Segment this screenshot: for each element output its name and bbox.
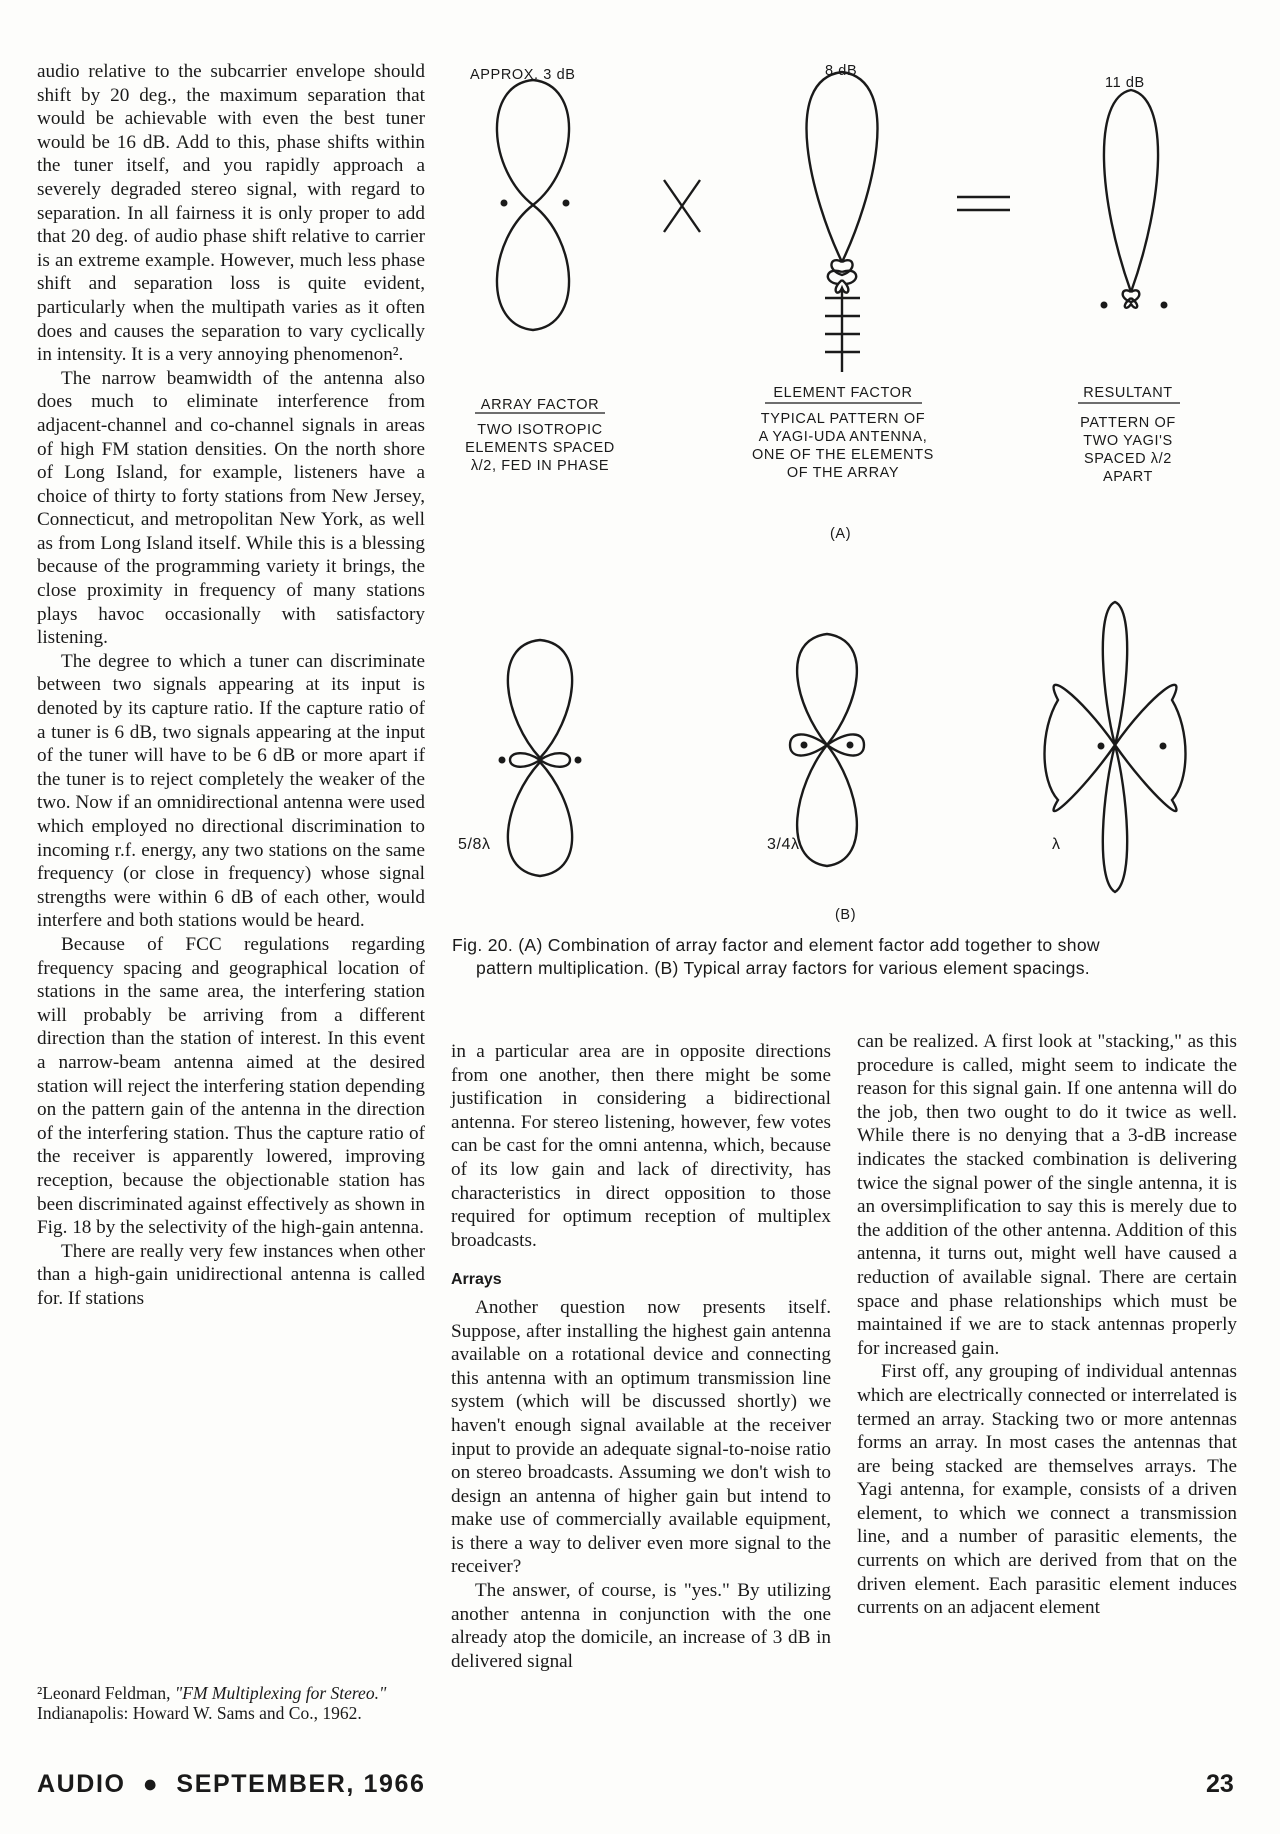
page-number: 23 xyxy=(1206,1770,1234,1798)
resultant-title: RESULTANT xyxy=(1083,385,1173,401)
array-factor-3-4-lambda xyxy=(790,634,864,866)
gain-label-resultant: 11 dB xyxy=(1105,75,1145,91)
multiply-icon xyxy=(664,180,700,232)
paragraph: can be realized. A first look at "stacking," as this procedure is called, might seem to indicate the reason for this signal gain. If one antenna will do the job, then two ought to do it twice as well. While there is no denying that a 3-dB increase indicates the stacked combination is delivering twice the signal power of the single antenna, it is an oversimplification to say this is merely due to the addition of the other antenna. Addition of this antenna, it turns out, might well have caused a reduction of available signal. There are certain space and phase relationships which must be maintained if we are to stack antennas properly for increased gain. xyxy=(857,1031,1237,1359)
array-factor-pattern xyxy=(497,80,570,330)
element-factor-title: ELEMENT FACTOR xyxy=(773,385,913,401)
footer-publication: AUDIO ● SEPTEMBER, 1966 xyxy=(37,1770,426,1798)
array-factor-desc: TWO ISOTROPIC ELEMENTS SPACED λ/2, FED IN PHASE xyxy=(465,422,615,474)
paragraph: First off, any grouping of individual antennas which are electrically connected or interrelated is termed an array. Stacking two or more antennas forms an array. In most cases the antennas that are being stacked are themselves arrays. The Yagi antenna, for example, consists of a driven element, to which we connect a transmission line, and a number of parasitic elements, the currents on which are derived from that on the driven element. Each parasitic element induces currents on an adjacent element xyxy=(857,1361,1237,1619)
paragraph: There are really very few instances when other than a high-gain unidirectional antenna is called for. If stations xyxy=(37,1240,425,1309)
paragraph: The degree to which a tuner can discriminate between two signals appearing at its input is denoted by its capture ratio. If the capture ratio of a tuner is 6 dB, two signals appearing at the input of the tuner will have to be 6 dB or more apart if the tuner is to reject completely the weaker of the two. Now if an omnidirectional antenna were used which employed no directional discrimination to incoming r.f. energy, any two stations on the same frequency (or close in frequency) whose signal strengths were within 6 dB of each other, would interfere and both stations would be heard. xyxy=(37,650,425,932)
gain-label-element: 8 dB xyxy=(825,63,858,79)
resultant-pattern xyxy=(1101,90,1168,309)
part-a-label: (A) xyxy=(830,526,852,542)
gain-label-array: APPROX. 3 dB xyxy=(470,67,576,83)
array-factor-title: ARRAY FACTOR xyxy=(480,397,600,413)
element-factor-pattern xyxy=(807,72,878,372)
paragraph: Another question now presents itself. Suppose, after installing the highest gain antenna available on a rotational device and connecting this antenna with an optimum transmission line system (which will be discussed shortly) we haven't enough signal available at the receiver input to provide an adequate signal-to-noise ratio on stereo broadcasts. Assuming we don't wish to design an antenna of higher gain but intend to make use of commercially available equipment, is there a way to deliver even more signal to the receiver? xyxy=(451,1296,831,1578)
resultant-desc: PATTERN OF TWO YAGI'S SPACED λ/2 APART xyxy=(1080,415,1176,485)
spacing-label-lambda: λ xyxy=(1052,836,1061,853)
paragraph: audio relative to the subcarrier envelope should shift by 20 deg., the maximum separation that would be achievable with even the best tuner would be 16 dB. Add to this, phase shifts within the tuner itself, and you rapidly approach a severely degraded stereo signal, with regard to separation. In all fairness it is only proper to add that 20 deg. of audio phase shift relative to carrier is an extreme example. However, much less phase shift and separation loss is quite evident, particularly when the multipath varies as it often does and causes the separation to vary cyclically in intensity. It is a very annoying phenomenon². xyxy=(37,61,425,366)
footnote: ²Leonard Feldman, "FM Multiplexing for Stereo." Indianapolis: Howard W. Sams and Co., 1962. xyxy=(37,1683,387,1723)
array-factor-lambda xyxy=(1045,602,1186,892)
array-factor-5-8-lambda xyxy=(499,640,582,876)
part-b-label: (B) xyxy=(835,907,857,923)
paragraph: in a particular area are in opposite directions from one another, then there might be some justification in considering a bidirectional antenna. For stereo listening, however, few votes can be cast for the omni antenna, which, because of its low gain and lack of directivity, has characteristics in direct opposition to those required for optimum reception of multiplex broadcasts. xyxy=(451,1041,831,1251)
spacing-label-3-4: 3/4λ xyxy=(767,836,800,853)
section-heading-arrays: Arrays xyxy=(451,1271,502,1289)
equals-icon xyxy=(957,197,1010,210)
figure-caption: Fig. 20. (A) Combination of array factor and element factor add together to show pattern multiplication. (B) Typical array factors for various element spacings. xyxy=(452,935,1100,978)
footnote-title: "FM Multiplexing for Stereo." xyxy=(174,1683,387,1703)
element-factor-desc: TYPICAL PATTERN OF A YAGI-UDA ANTENNA, ONE OF THE ELEMENTS OF THE ARRAY xyxy=(752,411,934,481)
paragraph: The answer, of course, is "yes." By utilizing another antenna in conjunction with the one already atop the domicile, an increase of 3 dB in delivered signal xyxy=(451,1580,831,1672)
paragraph: Because of FCC regulations regarding frequency spacing and geographical location of stations in the same area, the interfering station will probably be arriving from a different direction than the station of interest. In this event a narrow-beam antenna aimed at the desired station will reject the interfering station depending on the pattern gain of the antenna in the direction of the interfering station. Thus the capture ratio of the receiver is apparently lowered, improving reception, because the objectionable station has been discriminated against effectively as shown in Fig. 18 by the selectivity of the high-gain antenna. xyxy=(37,933,425,1239)
spacing-label-5-8: 5/8λ xyxy=(458,836,491,853)
paragraph: The narrow beamwidth of the antenna also does much to eliminate interference from adjacent-channel and co-channel signals in areas of high FM station densities. On the north shore of Long Island, for example, listeners have a choice of thirty to forty stations from New Jersey, Connecticut, and metropolitan New York, as well as from Long Island itself. While this is a blessing because of the programming variety it brings, the close proximity in frequency of many stations plays havoc occasionally with satisfactory listening. xyxy=(37,367,425,649)
